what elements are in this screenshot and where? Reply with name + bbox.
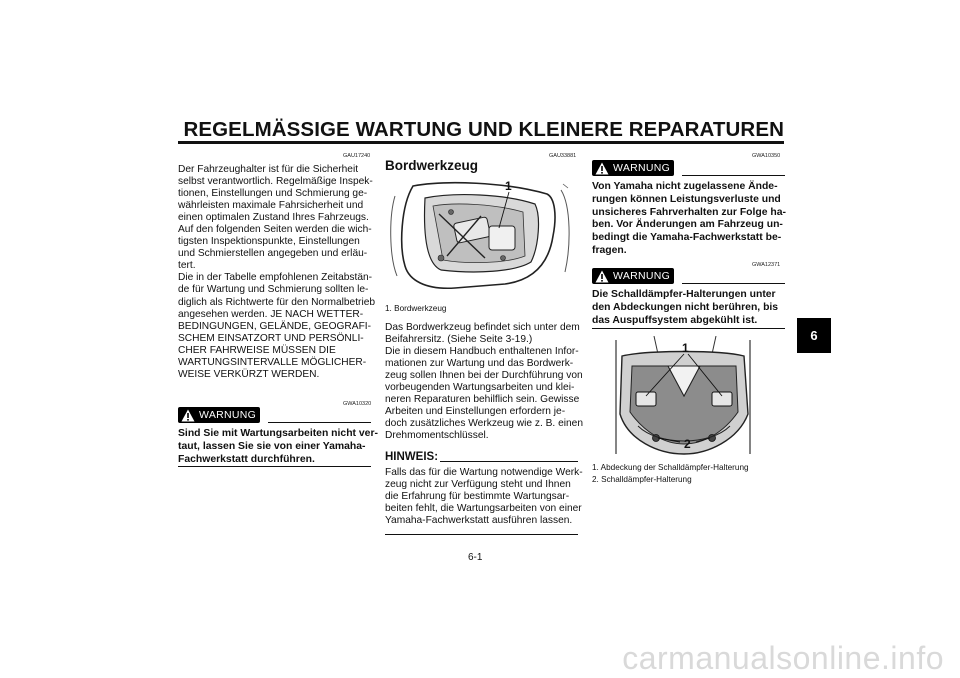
text-line: neren Reparaturen behilflich sein. Gewisse [385,394,580,406]
text-line: mationen zur Wartung und das Bordwerk- [385,358,574,370]
intro-text [178,164,375,381]
warning-text-line: rungen können Leistungsverluste und [592,193,781,205]
text-line: SCHEM EINSATZORT UND PERSÖNLI- [178,332,364,344]
watermark: carmanualsonline.info [622,640,944,676]
figure-caption-2: 2. Schalldämpfer-Halterung [592,474,692,484]
warning-text [592,181,786,258]
warning-text-line: Sind Sie mit Wartungsarbeiten nicht ver- [178,428,378,439]
chapter-tab: 6 [797,318,831,353]
page-title: REGELMÄSSIGE WARTUNG UND KLEINERE REPARATUREN [183,118,784,141]
text-line: Die in diesem Handbuch enthaltenen Infor- [385,346,579,358]
warning-text-line: fragen. [592,244,627,256]
warning-text-line: Fachwerkstatt durchführen. [178,453,315,465]
text-line: Arbeiten und Einstellungen erfordern je- [385,406,566,418]
hinweis-text-line: beiten fehlt, die Wartungsarbeiten von einer [385,503,582,515]
warning-line [682,175,785,176]
warning-text-line: ben. Vor Änderungen am Fahrzeug un- [592,219,783,231]
warning-icon [181,409,195,422]
text-line: doch zusätzliches Werkzeug wie z. B. einen [385,418,583,430]
muffler-figure [598,336,770,458]
text-line: diglich als Richtwerte für den Normalbetrieb [178,296,376,308]
figure-captions [592,462,749,485]
warning-icon [595,270,609,283]
hinweis-end-rule [385,534,578,535]
section-code: GAU17240 [343,153,371,159]
warning-box [592,160,785,176]
section-code: GAU33881 [549,153,577,159]
body-text [385,322,583,442]
page-number: 6-1 [468,552,483,563]
warning-label: WARNUNG [613,270,671,282]
warning-code: GWA10320 [343,401,372,407]
figure-caption: 1. Bordwerkzeug [385,304,447,313]
figure-caption-1: 1. Abdeckung der Schalldämpfer-Halterung [592,463,749,472]
warning-text-line: das Auspuffsystem abgekühlt ist. [592,314,758,326]
warning-box [178,407,371,423]
warning-text [592,289,778,327]
section-heading: Bordwerkzeug [385,158,479,173]
warning-code: GWA10350 [752,153,781,159]
warning-text-line: Die Schalldämpfer-Halterungen unter [592,289,776,300]
text-line: Beifahrersitz. (Siehe Seite 3-19.) [385,334,533,346]
warning-badge [592,160,674,176]
warning-badge [592,268,674,284]
warning-text-line: den Abdeckungen nicht berühren, bis [592,301,779,313]
text-line: BEDINGUNGEN, GELÄNDE, GEOGRAFI- [178,320,372,332]
warning-badge [178,407,260,423]
warning-icon [595,162,609,175]
text-line: Das Bordwerkzeug befindet sich unter dem [385,322,580,333]
text-line: selbst verantwortlich. Regelmäßige Inspek- [178,176,373,188]
warning-line [268,422,371,423]
text-line: vorbeugenden Wartungsarbeiten und klei- [385,382,575,394]
warning-label: WARNUNG [613,162,671,174]
text-line: CHER FAHRWEISE MÜSSEN DIE [178,344,336,356]
text-line: Der Fahrzeughalter ist für die Sicherheit [178,164,359,175]
hinweis-label: HINWEIS: [385,451,439,463]
hinweis-text-line: die Erfahrung für bestimmte Wartungsar- [385,491,570,503]
warning-text [178,428,378,466]
figure-callout-1: 1 [682,341,689,355]
text-line: de für Wartung und Schmierung sollten le- [178,284,369,296]
text-line: tigsten Inspektionspunkte, Einstellungen [178,236,360,248]
text-line: Auf den folgenden Seiten werden die wich- [178,224,372,236]
hinweis-text-line: zeug nicht zur Verfügung steht und Ihnen [385,479,571,491]
hinweis-text-line: Falls das für die Wartung notwendige Werk- [385,467,583,478]
tool-kit-figure [385,176,577,296]
warning-end-rule [178,466,371,467]
text-line: Drehmomentschlüssel. [385,430,489,442]
warning-text-line: bedingt die Yamaha-Fachwerkstatt be- [592,232,782,244]
warning-line [682,283,785,284]
figure-callout-2: 2 [684,437,691,451]
figure-callout-1: 1 [505,179,512,193]
text-line: einen optimalen Zustand Ihres Fahrzeugs. [178,212,369,224]
warning-label: WARNUNG [199,409,257,421]
warning-text-line: unsicheres Fahrverhalten zur Folge ha- [592,206,787,218]
hinweis-rule [440,461,578,462]
warning-box [592,268,785,284]
text-line: zeug sollen Ihnen bei der Durchführung von [385,370,583,382]
title-rule [178,141,784,144]
text-line: währleisten maximale Fahrsicherheit und [178,200,364,212]
text-line: WEISE VERKÜRZT WERDEN. [178,368,320,380]
text-line: tert. [178,260,196,272]
warning-end-rule [592,328,785,329]
warning-text-line: taut, lassen Sie sie von einer Yamaha- [178,440,366,452]
text-line: WARTUNGSINTERVALLE MÖGLICHER- [178,356,367,368]
text-line: und Schmierstellen angegeben und erläu- [178,248,368,260]
hinweis-text-line: Yamaha-Fachwerkstatt ausführen lassen. [385,515,573,527]
hinweis-text [385,467,583,527]
text-line: angesehen werden. JE NACH WETTER- [178,308,364,320]
text-line: tionen, Einstellungen und Schmierung ge- [178,188,368,200]
warning-code: GWA12371 [752,262,781,268]
warning-text-line: Von Yamaha nicht zugelassene Ände- [592,181,778,192]
text-line: Die in der Tabelle empfohlenen Zeitabstän- [178,272,373,284]
